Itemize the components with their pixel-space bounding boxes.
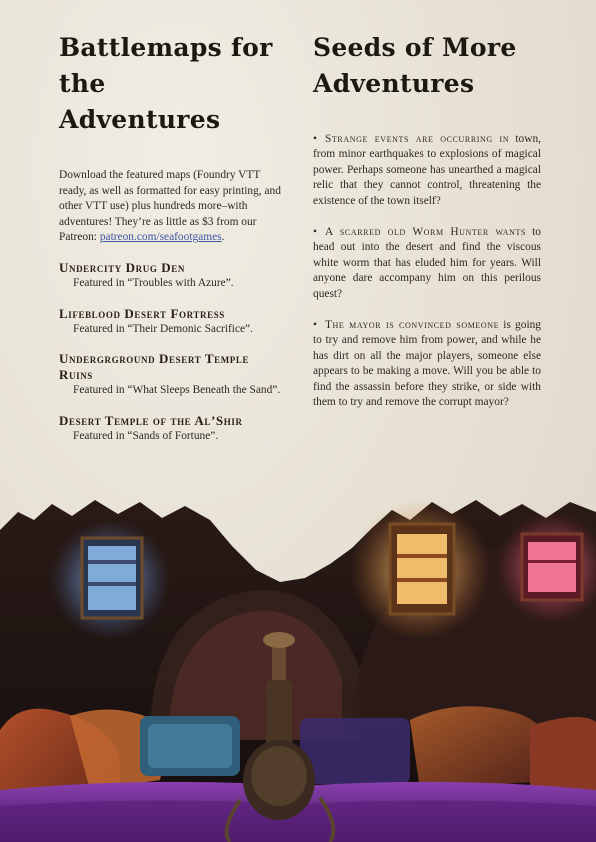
map-title: Desert Temple of the Al’Shir (59, 412, 243, 428)
map-title: Undercity Drug Den (59, 259, 185, 275)
right-column (313, 30, 541, 427)
seeds-list (313, 132, 541, 411)
map-title: Undergrground Desert Temple Ruins (59, 351, 250, 383)
map-entry (59, 260, 281, 292)
map-entry (59, 413, 281, 445)
seed-item: • The mayor is convinced someone is going to try and remove him from power, and while he has dirt on all the major players, someone else appears to be making a move. Will you be able to find the assassin before they strike, or side with them to try and remove the corrupt mayor? (313, 319, 541, 409)
battlemaps-heading: Battlemaps for the Adventures (59, 33, 273, 134)
seed-item: • Strange events are occurring in town, from minor earthquakes to explosions of magical power. Perhaps someone has unearthed a magical relic that they cannot control, threatening the existence of the town itself? (313, 133, 541, 207)
map-featured: Featured in “Their Demonic Sacrifice”. (73, 322, 253, 335)
intro-paragraph: Download the featured maps (Foundry VTT ready, as well as formatted for easy printing, and other VTT use) plus hundreds more–with adventures! They’re as little as $3 from our Patreon: patreon.com/seafootgames. (59, 169, 281, 244)
map-featured: Featured in “What Sleeps Beneath the Sand”. (73, 384, 281, 397)
seeds-heading: Seeds of More Adventures (313, 33, 517, 98)
left-column (59, 30, 281, 444)
map-entry (59, 351, 281, 399)
map-title: Lifeblood Desert Fortress (59, 305, 225, 321)
map-featured: Featured in “Troubles with Azure”. (73, 276, 234, 289)
tavern-scene-illustration (0, 490, 596, 842)
patreon-link[interactable]: patreon.com/seafootgames (99, 231, 222, 244)
seed-item: • A scarred old Worm Hunter wants to head out into the desert and find the viscous white worm that has eluded him for years. Will anyone dare accompany him on this perilous quest? (313, 226, 541, 300)
map-entry (59, 306, 281, 338)
map-featured: Featured in “Sands of Fortune”. (73, 429, 219, 442)
